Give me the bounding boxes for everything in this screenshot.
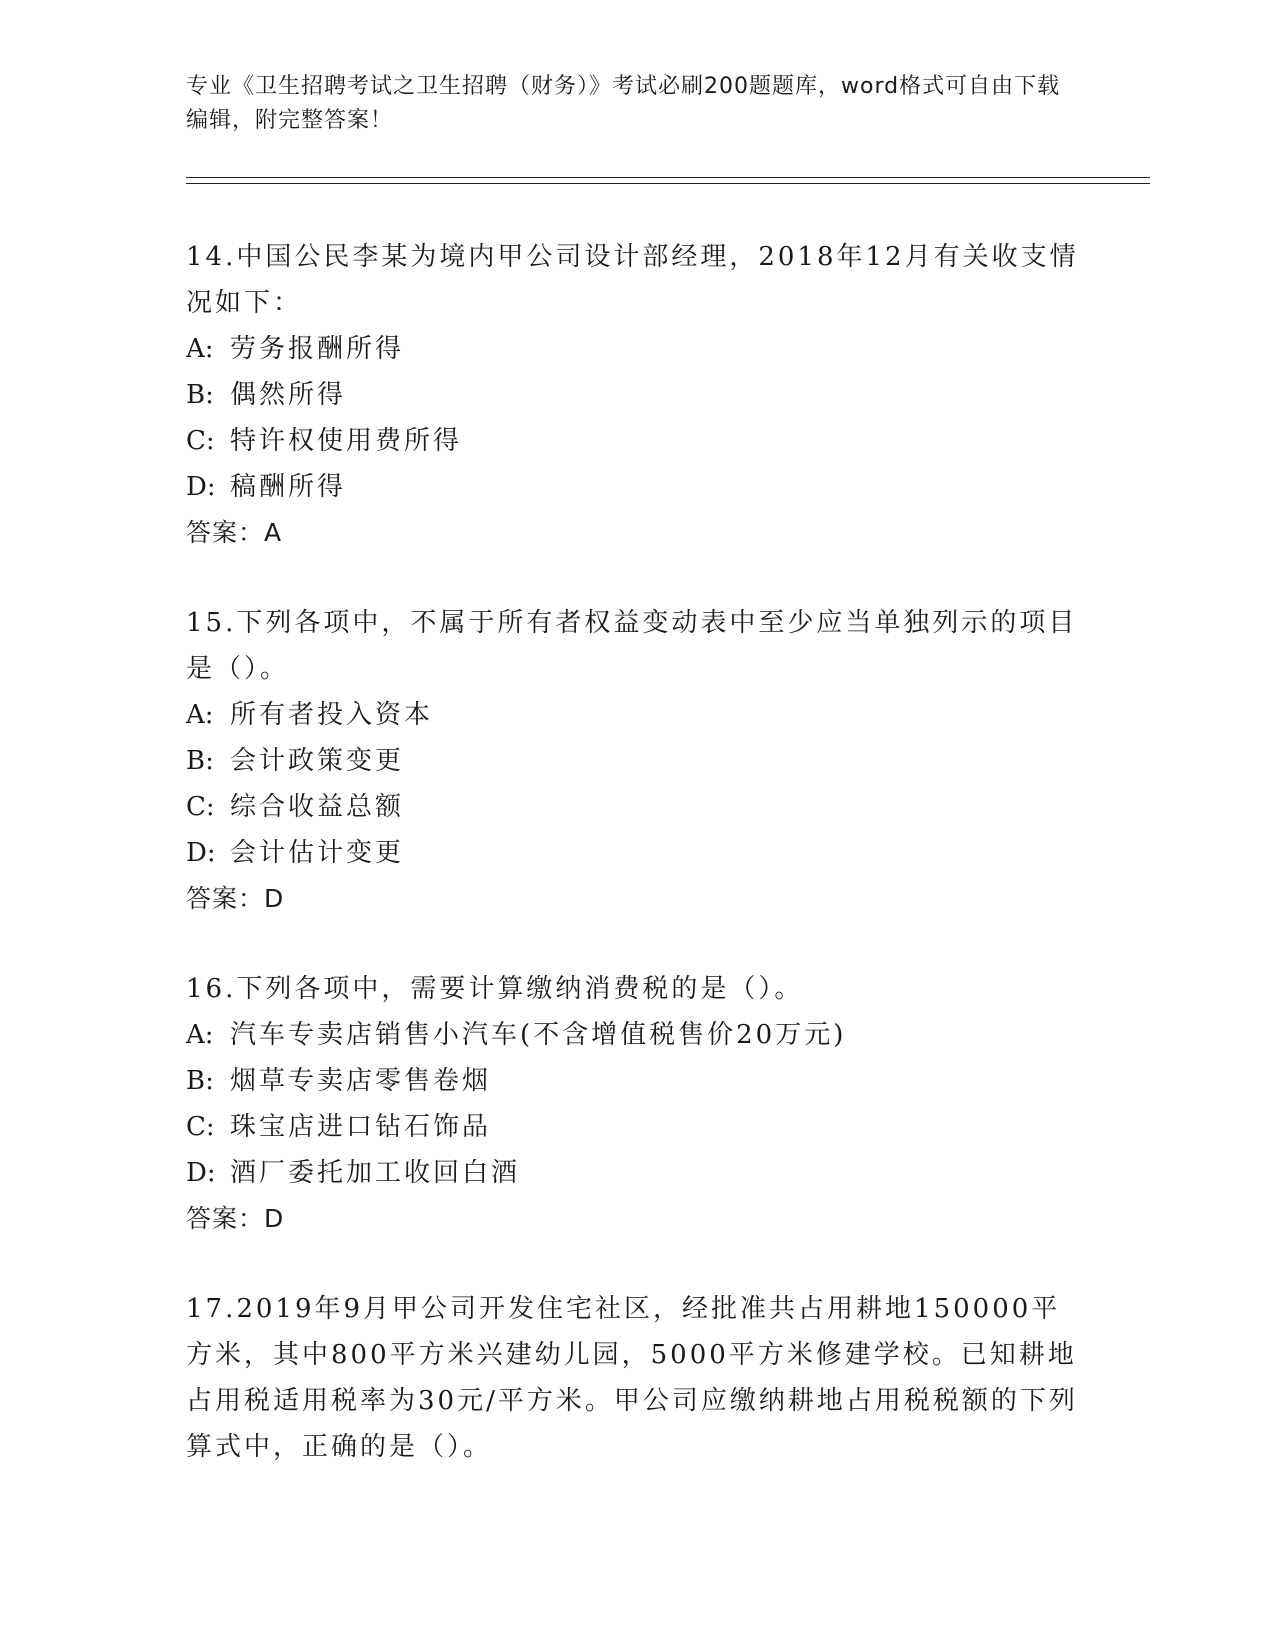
option-d bbox=[186, 464, 1086, 510]
document-header: 专业《卫生招聘考试之卫生招聘（财务）》考试必刷200题题库，word格式可自由下载编辑，附完整答案！ bbox=[186, 74, 1061, 133]
option-c bbox=[186, 1104, 1086, 1150]
option-key: A: bbox=[186, 700, 214, 730]
option-text: 特许权使用费所得 bbox=[230, 426, 463, 456]
option-key: D: bbox=[186, 1158, 216, 1188]
option-text: 综合收益总额 bbox=[230, 792, 405, 822]
option-text: 劳务报酬所得 bbox=[230, 334, 405, 364]
option-key: C: bbox=[186, 1112, 215, 1142]
option-a bbox=[186, 1012, 1086, 1058]
question-15 bbox=[186, 600, 1086, 922]
option-text: 偶然所得 bbox=[230, 380, 347, 410]
question-17 bbox=[186, 1286, 1086, 1470]
option-text: 珠宝店进口钻石饰品 bbox=[230, 1112, 492, 1142]
option-text: 会计政策变更 bbox=[230, 746, 405, 776]
option-key: B: bbox=[186, 746, 214, 776]
answer-line: 答案：D bbox=[186, 1204, 285, 1233]
question-stem: 14.中国公民李某为境内甲公司设计部经理，2018年12月有关收支情况如下： bbox=[186, 242, 1079, 318]
option-a bbox=[186, 692, 1086, 738]
option-key: C: bbox=[186, 426, 215, 456]
option-key: B: bbox=[186, 380, 214, 410]
question-16 bbox=[186, 966, 1086, 1242]
option-key: C: bbox=[186, 792, 215, 822]
option-text: 汽车专卖店销售小汽车(不含增值税售价20万元) bbox=[230, 1020, 847, 1050]
option-text: 烟草专卖店零售卷烟 bbox=[230, 1066, 492, 1096]
header-divider-bottom bbox=[186, 183, 1150, 184]
option-key: A: bbox=[186, 1020, 214, 1050]
option-a bbox=[186, 326, 1086, 372]
option-key: A: bbox=[186, 334, 214, 364]
option-c bbox=[186, 418, 1086, 464]
option-d bbox=[186, 830, 1086, 876]
answer-line: 答案：D bbox=[186, 884, 285, 913]
option-text: 稿酬所得 bbox=[230, 472, 347, 502]
question-14 bbox=[186, 234, 1086, 556]
option-b bbox=[186, 372, 1086, 418]
question-stem: 16.下列各项中，需要计算缴纳消费税的是（）。 bbox=[186, 974, 804, 1004]
option-c bbox=[186, 784, 1086, 830]
option-key: B: bbox=[186, 1066, 214, 1096]
option-b bbox=[186, 1058, 1086, 1104]
header-divider-top bbox=[186, 177, 1150, 178]
answer-line: 答案：A bbox=[186, 518, 283, 547]
option-b bbox=[186, 738, 1086, 784]
question-stem: 15.下列各项中，不属于所有者权益变动表中至少应当单独列示的项目是（）。 bbox=[186, 608, 1078, 684]
option-key: D: bbox=[186, 838, 216, 868]
option-text: 会计估计变更 bbox=[230, 838, 405, 868]
option-d bbox=[186, 1150, 1086, 1196]
question-stem: 17.2019年9月甲公司开发住宅社区，经批准共占用耕地150000平方米，其中800平方米兴建幼儿园，5000平方米修建学校。已知耕地占用税适用税率为30元/平方米。甲公司应缴纳耕地占用税税额的下列算式中，正确的是（）。 bbox=[186, 1294, 1078, 1462]
option-text: 所有者投入资本 bbox=[230, 700, 434, 730]
option-text: 酒厂委托加工收回白酒 bbox=[230, 1158, 521, 1188]
option-key: D: bbox=[186, 472, 216, 502]
